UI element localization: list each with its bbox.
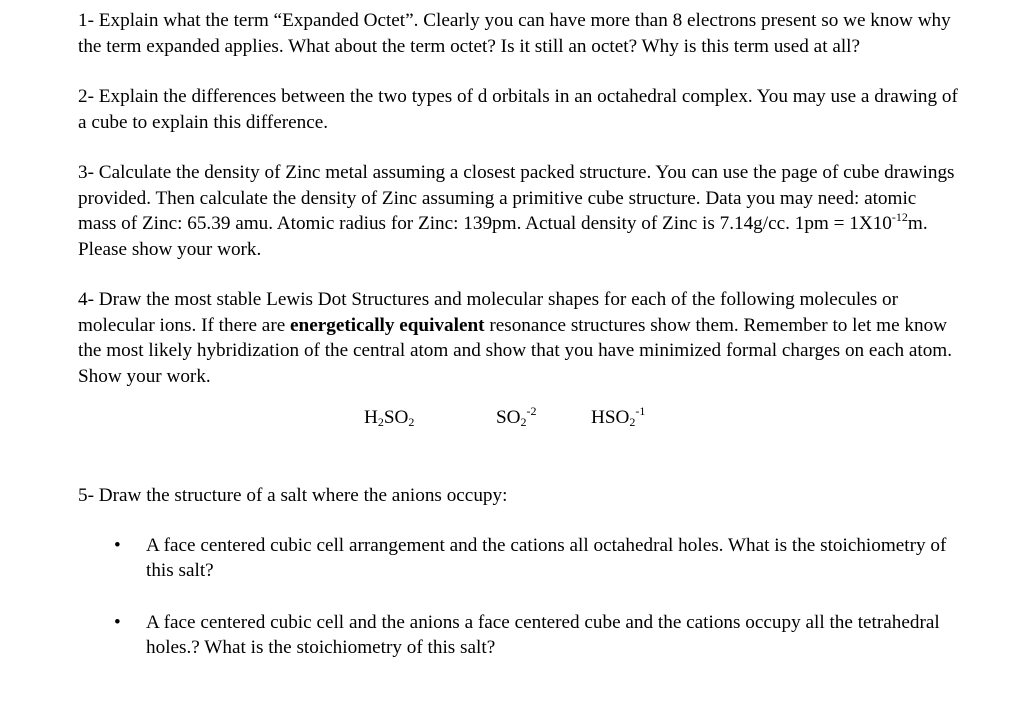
formula-hso2-ion [591, 405, 645, 431]
formula-subscript: 2 [629, 415, 636, 429]
question-3-exponent: -12 [891, 210, 908, 224]
bullet-icon: • [114, 534, 121, 556]
question-4-text [78, 287, 958, 389]
worksheet [78, 8, 958, 687]
formula-list [78, 405, 958, 431]
question-2 [78, 84, 958, 135]
formula-subscript: 2 [408, 415, 415, 429]
question-3-text [78, 160, 958, 262]
formula-so2-ion [496, 405, 537, 431]
list-item [78, 610, 958, 661]
question-1 [78, 8, 958, 59]
question-1-text: 1- Explain what the term “Expanded Octet”. Clearly you can have more than 8 electrons present so we know why the term expanded applies. What about the term octet? Is it still an octet? Why is this term used at all? [78, 10, 951, 57]
formula-subscript: 2 [377, 415, 384, 429]
bullet-text: A face centered cubic cell and the anions a face centered cube and the cations occupy all the tetrahedral holes.? What is the stoichiometry of this salt? [146, 611, 940, 658]
question-5-intro: 5- Draw the structure of a salt where the anions occupy: [78, 485, 508, 506]
formula-subscript: 2 [520, 415, 527, 429]
formula-charge: -1 [635, 404, 646, 418]
question-3-text-end: m. Please show your work. [78, 213, 928, 260]
question-4 [78, 287, 958, 389]
bullet-text: A face centered cubic cell arrangement and the cations all octahedral holes. What is the stoichiometry of this salt? [146, 534, 947, 581]
question-4-text-part2: resonance structures show them. Remember to let me know the most likely hybridization of the central atom and show that you have minimized formal charges on each atom. Show your work. [78, 314, 953, 387]
formula-part: HSO [591, 407, 630, 428]
question-3 [78, 160, 958, 262]
formula-h2so2 [364, 405, 414, 431]
formula-part: SO [383, 407, 409, 428]
question-4-bold-phrase: energetically equivalent [290, 314, 485, 336]
list-item [78, 533, 958, 584]
question-2-text: 2- Explain the differences between the two types of d orbitals in an octahedral complex. You may use a drawing of a cube to explain this difference. [78, 86, 958, 133]
formula-charge: -2 [526, 404, 537, 418]
question-4-text-part1: 4- Draw the most stable Lewis Dot Structures and molecular shapes for each of the following molecules or molecular ions. If there are [78, 289, 899, 336]
bullet-icon: • [114, 611, 121, 633]
formula-part: SO [496, 407, 521, 428]
question-5-bullet-list [78, 533, 958, 661]
question-5 [78, 483, 958, 661]
formula-part: H [364, 407, 378, 428]
question-3-text-main: 3- Calculate the density of Zinc metal assuming a closest packed structure. You can use the page of cube drawings provided. Then calculate the density of Zinc assuming a primitive cube structure. Data you may need: atomic mass of Zinc: 65.39 amu. Atomic radius for Zinc: 139pm. Actual density of Zinc is 7.14g/cc. 1pm = 1X10 [78, 162, 955, 234]
